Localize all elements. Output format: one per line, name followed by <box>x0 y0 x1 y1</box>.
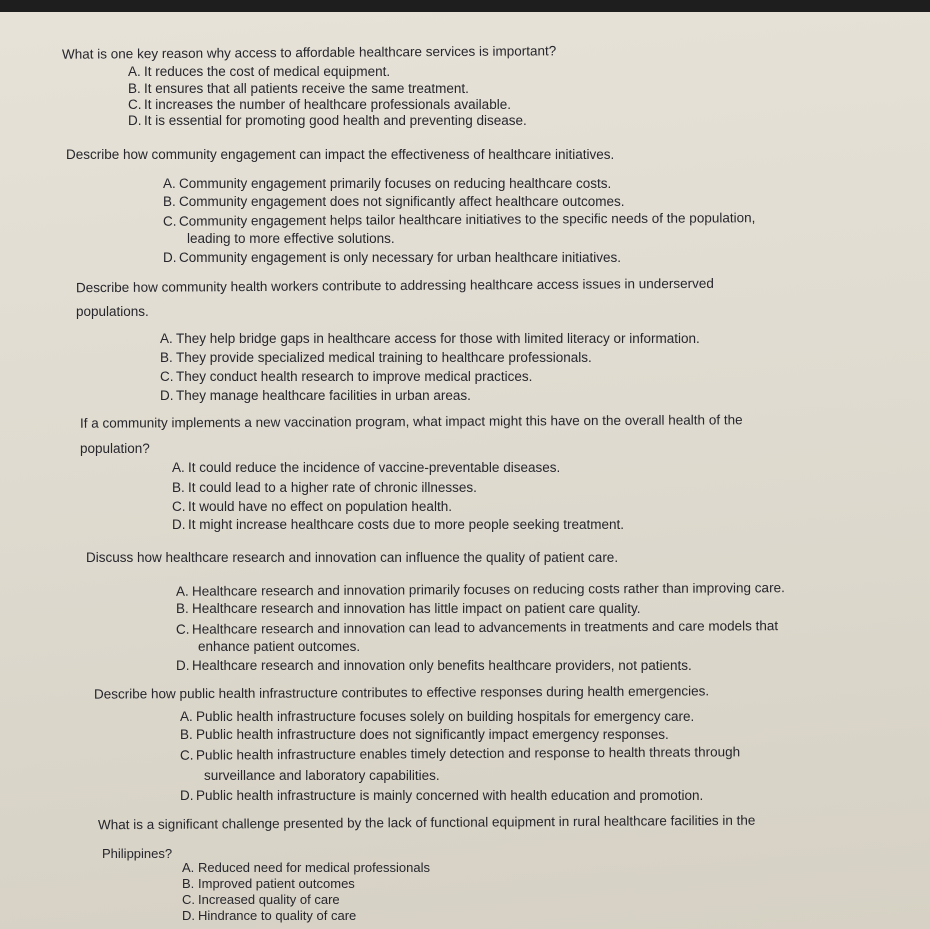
option-letter: B. <box>180 727 193 742</box>
option-1c[interactable] <box>128 96 511 113</box>
option-letter: A. <box>163 176 176 191</box>
question-3-line-1 <box>76 275 714 296</box>
option-5b[interactable] <box>176 600 641 617</box>
option-6d[interactable] <box>180 787 703 804</box>
option-letter: C. <box>160 369 174 384</box>
option-text: It reduces the cost of medical equipment. <box>144 64 391 79</box>
question-text: populations. <box>76 304 149 319</box>
top-dark-edge <box>0 0 930 12</box>
option-7d[interactable] <box>182 907 356 924</box>
option-letter: D. <box>172 517 186 532</box>
option-text: surveillance and laboratory capabilities. <box>204 768 440 783</box>
question-7-line-2 <box>102 845 172 862</box>
question-6-line-1 <box>94 682 709 702</box>
option-2c[interactable] <box>163 209 755 230</box>
option-letter: B. <box>128 81 141 96</box>
option-letter: D. <box>182 908 195 923</box>
option-letter: A. <box>160 331 173 346</box>
option-7a[interactable] <box>182 859 430 876</box>
option-7b[interactable] <box>182 875 355 892</box>
option-letter: C. <box>175 621 190 637</box>
question-5-line-1 <box>86 549 618 566</box>
option-text: They manage healthcare facilities in urban areas. <box>176 388 471 403</box>
option-letter: D. <box>180 788 194 803</box>
option-text: It increases the number of healthcare professionals available. <box>144 97 511 112</box>
option-text: Healthcare research and innovation can lead to advancements in treatments and care models that <box>191 618 779 637</box>
question-7-line-1 <box>98 812 755 834</box>
option-6b[interactable] <box>180 726 669 743</box>
option-letter: A. <box>180 709 193 724</box>
option-text: Improved patient outcomes <box>198 876 355 891</box>
question-4-line-1 <box>80 411 743 431</box>
option-6c[interactable] <box>180 743 740 763</box>
question-text: Philippines? <box>102 846 173 861</box>
option-2b[interactable] <box>163 193 625 210</box>
option-text: Healthcare research and innovation only benefits healthcare providers, not patients. <box>192 658 692 673</box>
option-letter: D. <box>128 113 142 128</box>
option-letter: D. <box>176 658 190 673</box>
option-text: It could lead to a higher rate of chronic illnesses. <box>188 480 477 495</box>
option-letter: A. <box>175 583 189 599</box>
option-letter: B. <box>182 876 195 891</box>
option-text: Public health infrastructure is mainly concerned with health education and promotion. <box>196 788 704 803</box>
option-2a[interactable] <box>163 175 611 192</box>
question-text: Describe how public health infrastructure contributes to effective responses during health emergencies. <box>93 683 710 702</box>
question-text: What is one key reason why access to affordable healthcare services is important? <box>61 43 557 62</box>
option-text: It could reduce the incidence of vaccine-preventable diseases. <box>188 460 561 475</box>
question-text: Describe how community engagement can impact the effectiveness of healthcare initiatives. <box>66 147 615 162</box>
option-3b[interactable] <box>160 349 592 366</box>
option-text: Community engagement primarily focuses on reducing healthcare costs. <box>179 176 612 191</box>
question-text: Discuss how healthcare research and innovation can influence the quality of patient care. <box>86 550 619 565</box>
option-text: leading to more effective solutions. <box>187 231 395 246</box>
worksheet-page <box>0 12 930 929</box>
option-5c-line-2 <box>198 638 360 655</box>
option-text: enhance patient outcomes. <box>198 639 361 654</box>
option-5d[interactable] <box>176 657 692 674</box>
option-text: Community engagement helps tailor healthcare initiatives to the specific needs of the population, <box>178 210 756 229</box>
option-text: It ensures that all patients receive the same treatment. <box>144 81 469 96</box>
option-text: It would have no effect on population health. <box>188 499 452 514</box>
option-text: Public health infrastructure does not significantly impact emergency responses. <box>196 727 669 742</box>
option-text: Healthcare research and innovation primarily focuses on reducing costs rather than improving care. <box>191 580 785 599</box>
option-text: Hindrance to quality of care <box>198 908 357 923</box>
option-letter: B. <box>172 480 185 495</box>
option-letter: B. <box>160 350 173 365</box>
option-text: Community engagement is only necessary for urban healthcare initiatives. <box>179 250 621 265</box>
option-letter: B. <box>163 194 176 209</box>
option-letter: A. <box>172 460 185 475</box>
question-2-line-1 <box>66 146 614 163</box>
option-letter: C. <box>128 97 142 112</box>
option-letter: C. <box>182 892 195 907</box>
option-4b[interactable] <box>172 479 477 496</box>
option-letter: A. <box>182 860 195 875</box>
question-1-line-1 <box>62 42 556 62</box>
option-1b[interactable] <box>128 80 469 97</box>
option-3a[interactable] <box>160 330 700 347</box>
option-letter: D. <box>163 250 177 265</box>
question-3-line-2 <box>76 303 149 320</box>
question-text: Describe how community health workers contribute to addressing healthcare access issues in underserved <box>75 275 714 296</box>
option-text: It is essential for promoting good health and preventing disease. <box>144 113 527 128</box>
option-letter: C. <box>172 499 186 514</box>
question-text: If a community implements a new vaccination program, what impact might this have on the overall health of the <box>79 412 743 431</box>
option-text: They help bridge gaps in healthcare access for those with limited literacy or information. <box>176 331 700 346</box>
option-3c[interactable] <box>160 368 532 385</box>
option-text: Community engagement does not significantly affect healthcare outcomes. <box>179 194 625 209</box>
option-letter: C. <box>179 747 194 763</box>
option-4d[interactable] <box>172 516 624 533</box>
question-text: population? <box>80 441 150 456</box>
option-letter: D. <box>160 388 174 403</box>
option-text: Public health infrastructure focuses solely on building hospitals for emergency care. <box>196 709 695 724</box>
option-letter: B. <box>176 601 189 616</box>
option-1d[interactable] <box>128 112 527 129</box>
option-2c-line-2 <box>187 230 395 247</box>
option-letter: C. <box>162 213 177 229</box>
option-2d[interactable] <box>163 249 621 266</box>
option-7c[interactable] <box>182 891 340 908</box>
option-letter: A. <box>128 64 141 79</box>
option-1a[interactable] <box>128 63 390 80</box>
option-text: They provide specialized medical training to healthcare professionals. <box>176 350 592 365</box>
option-6c-line-2 <box>204 767 440 784</box>
question-4-line-2 <box>80 440 150 457</box>
option-4c[interactable] <box>172 498 452 515</box>
option-4a[interactable] <box>172 459 560 476</box>
option-text: Public health infrastructure enables timely detection and response to health threats through <box>195 744 741 763</box>
question-text: What is a significant challenge presented by the lack of functional equipment in rural healthcare facilities in the <box>97 812 756 833</box>
option-3d[interactable] <box>160 387 471 404</box>
option-5a[interactable] <box>176 579 785 600</box>
option-text: It might increase healthcare costs due to more people seeking treatment. <box>188 517 624 532</box>
option-text: Reduced need for medical professionals <box>198 860 430 875</box>
option-6a[interactable] <box>180 708 694 725</box>
option-text: Healthcare research and innovation has little impact on patient care quality. <box>192 601 641 616</box>
option-5c[interactable] <box>176 617 778 638</box>
option-text: Increased quality of care <box>198 892 340 907</box>
option-text: They conduct health research to improve medical practices. <box>176 369 533 384</box>
